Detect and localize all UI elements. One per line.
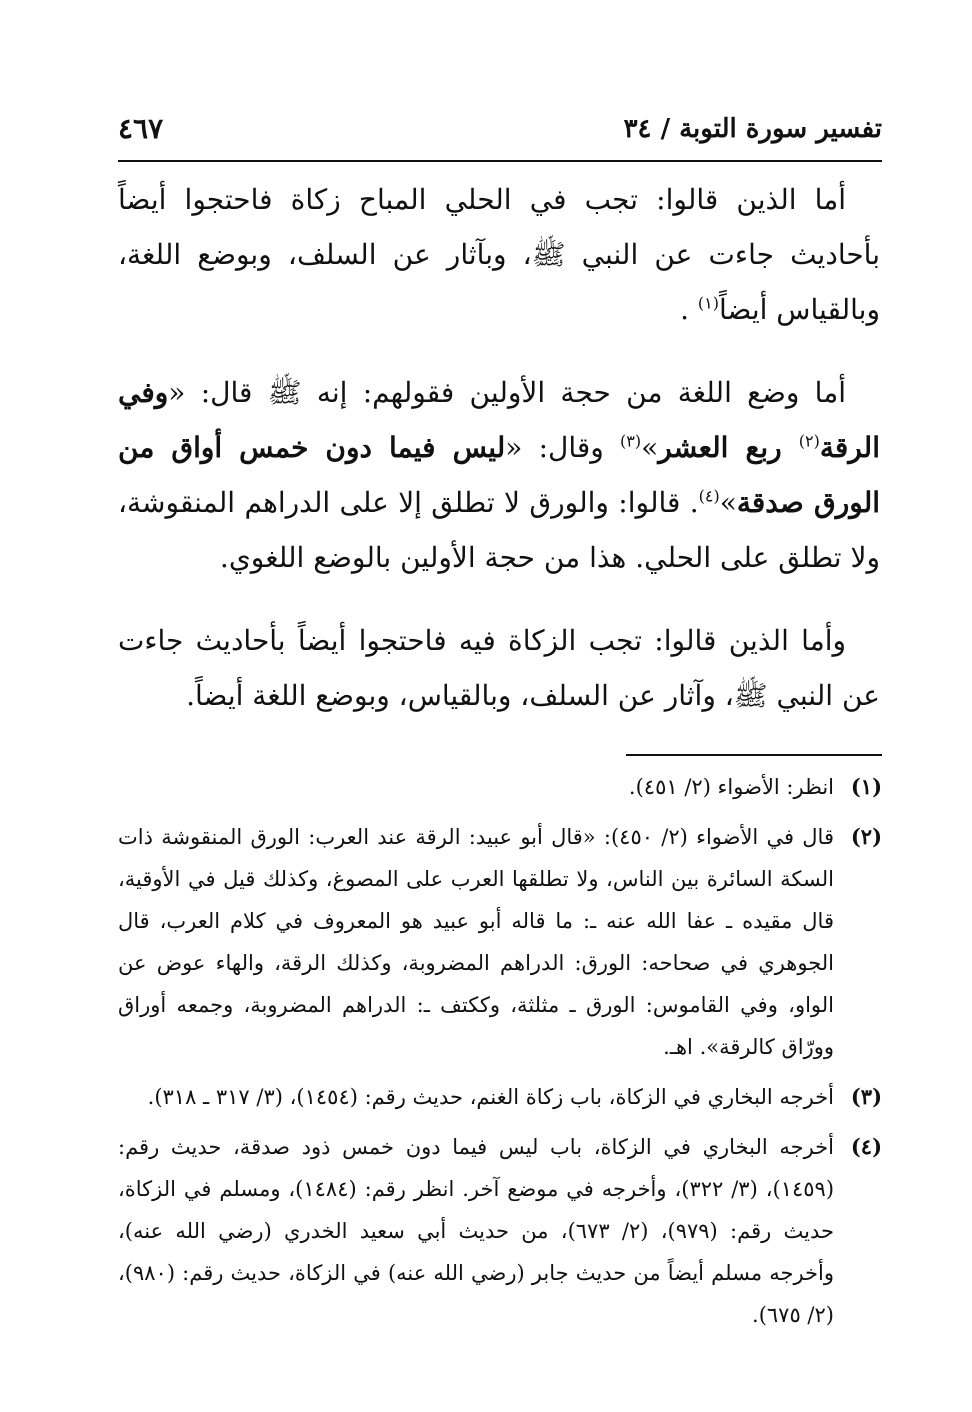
footnotes	[118, 766, 882, 1344]
footnote-text: أخرجه البخاري في الزكاة، باب ليس فيما دون خمس ذود صدقة، حديث رقم: (١٤٥٩)، (٣/ ٣٢٢)، وأخرجه في موضع آخر. انظر رقم: (١٤٨٤)، ومسلم في الزكاة، حديث رقم: (٩٧٩)، (٢/ ٦٧٣)، من حديث أبي سعيد الخدري (رضي الله عنه)، وأخرجه مسلم أيضاً من حديث جابر (رضي الله عنه) في الزكاة، حديث رقم: (٩٨٠)، (٢/ ٦٧٥).	[118, 1135, 835, 1327]
footnote-divider	[626, 754, 882, 756]
footnote-number: (٣)	[850, 1084, 882, 1109]
footnote-number: (٢)	[850, 824, 882, 849]
paragraph-2	[118, 365, 880, 585]
paragraph-1	[118, 172, 880, 337]
footnote-text: أخرجه البخاري في الزكاة، باب زكاة الغنم، حديث رقم: (١٤٥٤)، (٣/ ٣١٧ ـ ٣١٨).	[147, 1085, 834, 1109]
footnote-1	[118, 766, 882, 808]
footnote-text: انظر: الأضواء (٢/ ٤٥١).	[628, 775, 834, 799]
footnote-3	[118, 1076, 882, 1118]
footnote-number: (١)	[850, 774, 882, 799]
paragraph-3	[118, 613, 880, 723]
footnote-marker-4: (٤)	[698, 486, 720, 506]
footnote-text: قال في الأضواء (٢/ ٤٥٠): «قال أبو عبيد: الرقة عند العرب: الورق المنقوشة ذات السكة السائرة بين الناس، ولا تطلقها العرب على المصوغ، وكذلك قيل في الأوقية، قال مقيده ـ عفا الله عنه ـ: ما قاله أبو عبيد هو المعروف في كلام العرب، قال الجوهري في صحاحه: الورق: الدراهم المضروبة، وكذلك الرقة، والهاء عوض عن الواو، وفي القاموس: الورق ـ مثلثة، وككتف ـ: الدراهم المضروبة، وجمعه أوراق وورّاق كالرقة». اهـ.	[118, 825, 834, 1059]
paragraph-1-text: أما الذين قالوا: تجب في الحلي المباح زكاة فاحتجوا أيضاً بأحاديث جاءت عن النبي ﷺ، وبآثار عن السلف، وبوضع اللغة، وبالقياس أيضاً	[118, 183, 880, 326]
main-text	[118, 172, 880, 751]
running-header	[118, 108, 882, 158]
page-number: ٤٦٧	[118, 112, 164, 145]
footnote-marker-3: (٣)	[619, 431, 642, 451]
footnote-4	[118, 1126, 882, 1336]
hadith-quote-1b: ربع العشر	[658, 431, 799, 464]
paragraph-2-part2: »	[641, 431, 659, 464]
paragraph-3-text: وأما الذين قالوا: تجب الزكاة فيه فاحتجوا أيضاً بأحاديث جاءت عن النبي ﷺ، وآثار عن السلف، وبالقياس، وبوضع اللغة أيضاً.	[118, 624, 880, 712]
hadith-quote-2: ليس فيما دون خمس أواق من الورق صدقة	[118, 431, 881, 519]
paragraph-2-part4: »	[719, 486, 737, 519]
header-divider	[118, 160, 882, 162]
header-title: تفسير سورة التوبة / ٣٤	[623, 114, 882, 144]
paragraph-2-part3: وقال: «	[505, 431, 620, 464]
paragraph-2-part5: . قالوا: والورق لا تطلق إلا على الدراهم المنقوشة، ولا تطلق على الحلي. هذا من حجة الأولين بالوضع اللغوي.	[118, 486, 880, 574]
footnote-marker-1: (١)	[697, 293, 719, 313]
paragraph-2-part1: أما وضع اللغة من حجة الأولين فقولهم: إنه ﷺ قال: «	[168, 376, 846, 409]
hadith-quote-1a: وفي الرقة	[118, 376, 880, 464]
footnote-marker-2: (٢)	[798, 431, 820, 451]
paragraph-1-end: .	[680, 293, 698, 326]
footnote-2	[118, 816, 882, 1068]
footnote-number: (٤)	[850, 1134, 882, 1159]
